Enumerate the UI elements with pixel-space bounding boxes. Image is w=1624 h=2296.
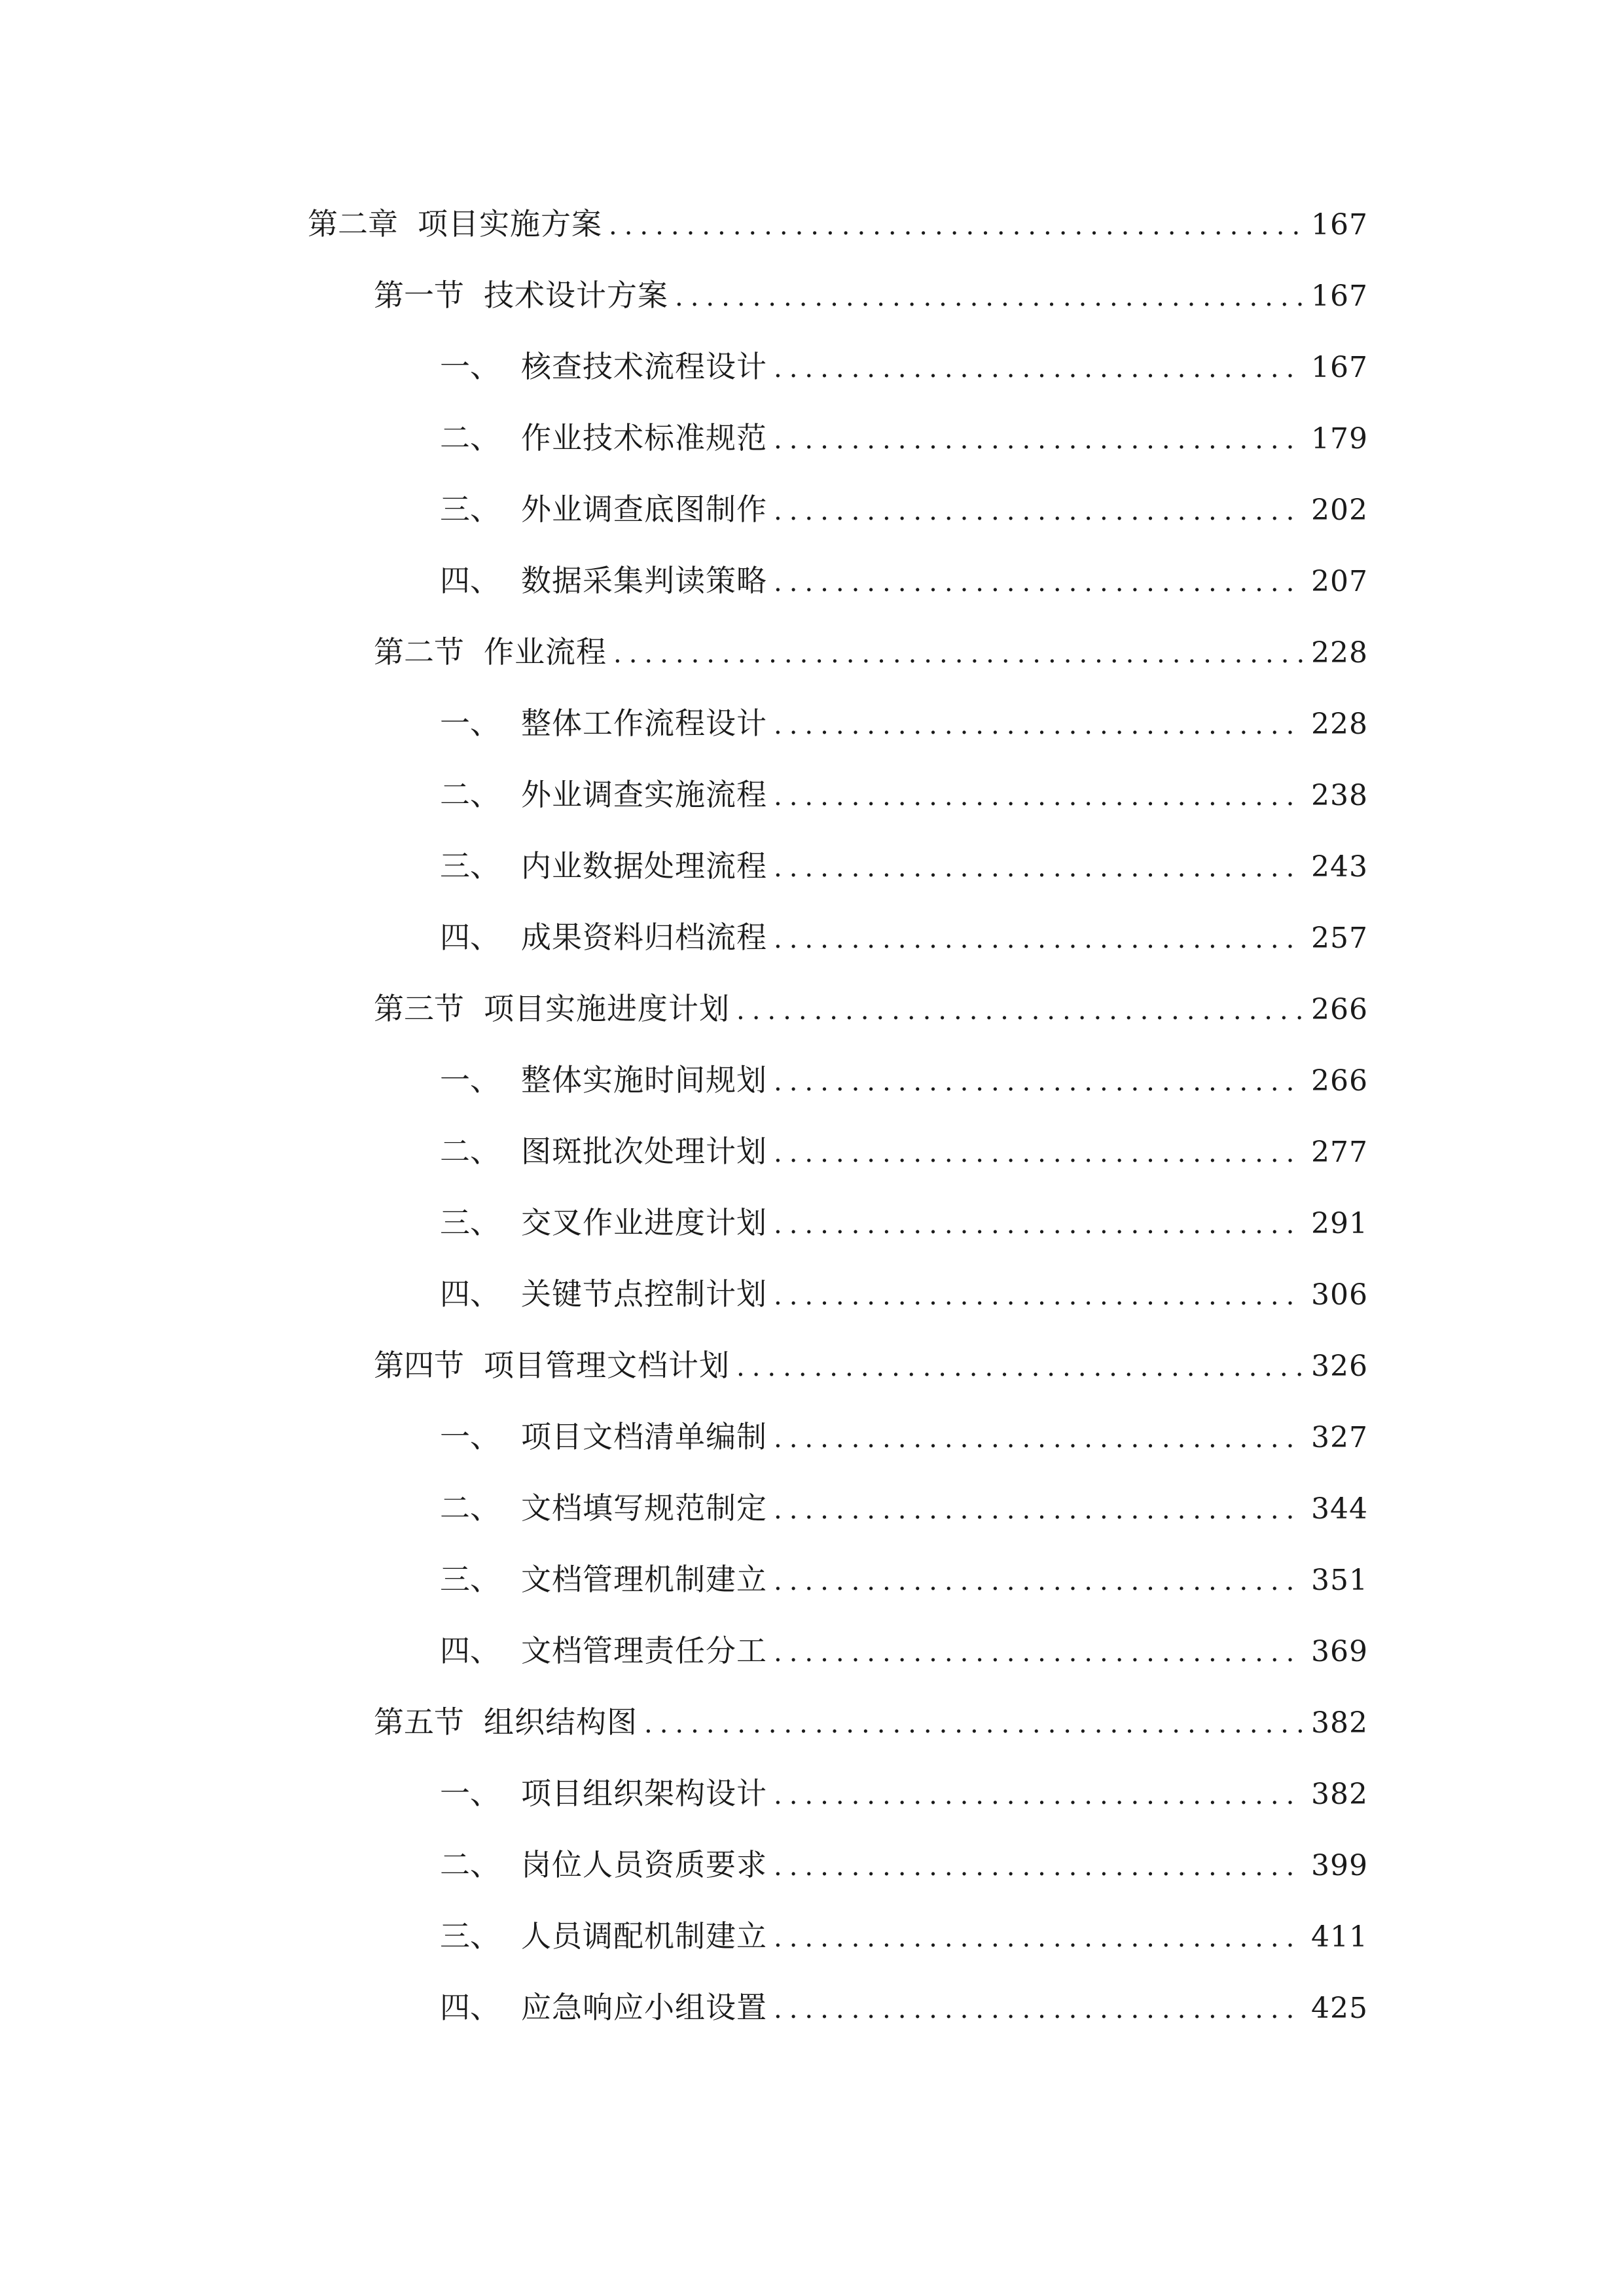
toc-dot-leader <box>774 1546 1303 1617</box>
toc-entry-page-number: 382 <box>1311 1778 1368 1811</box>
toc-entry-title: 关键节点控制计划 <box>521 1276 767 1312</box>
toc-chapter-entry[interactable] <box>0 188 1368 260</box>
toc-subsection-entry[interactable] <box>0 1758 1368 1829</box>
toc-dot-leader <box>774 1047 1303 1118</box>
toc-subsection-entry[interactable] <box>0 474 1368 545</box>
toc-dot-leader <box>774 761 1303 833</box>
toc-entry-title: 成果资料归档流程 <box>521 920 767 955</box>
toc-entry-title: 项目实施进度计划 <box>484 991 730 1026</box>
toc-entry-number: 第二节 <box>374 634 464 670</box>
toc-dot-leader <box>613 619 1303 690</box>
toc-entry-number: 第二章 <box>308 206 398 242</box>
toc-entry-number: 二、 <box>440 777 500 812</box>
toc-entry-number: 三、 <box>440 1562 500 1597</box>
toc-entry-title: 核查技术流程设计 <box>521 349 767 384</box>
toc-entry-page-number: 202 <box>1311 493 1368 527</box>
toc-subsection-entry[interactable] <box>0 1473 1368 1544</box>
toc-dot-leader <box>774 1831 1303 1903</box>
toc-dot-leader <box>774 1760 1303 1831</box>
toc-entry-number: 三、 <box>440 492 500 527</box>
toc-entry-number: 三、 <box>440 1205 500 1240</box>
toc-entry-number: 一、 <box>440 349 500 384</box>
toc-entry-page-number: 228 <box>1311 636 1368 670</box>
toc-subsection-entry[interactable] <box>0 1259 1368 1330</box>
toc-dot-leader <box>609 190 1303 262</box>
toc-entry-number: 第五节 <box>374 1704 464 1740</box>
toc-entry-page-number: 179 <box>1311 422 1368 456</box>
toc-entry-number: 二、 <box>440 1134 500 1169</box>
toc-dot-leader <box>774 690 1303 761</box>
toc-entry-page-number: 399 <box>1311 1849 1368 1882</box>
toc-entry-title: 文档管理责任分工 <box>521 1633 767 1668</box>
toc-entry-title: 图斑批次处理计划 <box>521 1134 767 1169</box>
toc-dot-leader <box>774 1974 1303 2045</box>
toc-entry-number: 第四节 <box>374 1348 464 1383</box>
toc-subsection-entry[interactable] <box>0 1116 1368 1187</box>
toc-entry-number: 三、 <box>440 1918 500 1954</box>
toc-dot-leader <box>644 1689 1303 1760</box>
toc-entry-number: 第一节 <box>374 278 464 313</box>
toc-dot-leader <box>736 1332 1303 1403</box>
toc-subsection-entry[interactable] <box>0 831 1368 902</box>
toc-entry-page-number: 167 <box>1311 208 1368 242</box>
toc-subsection-entry[interactable] <box>0 759 1368 831</box>
toc-entry-title: 应急响应小组设置 <box>521 1990 767 2025</box>
toc-entry-number: 四、 <box>440 920 500 955</box>
toc-dot-leader <box>774 904 1303 975</box>
toc-entry-number: 四、 <box>440 1990 500 2025</box>
toc-entry-title: 数据采集判读策略 <box>521 563 767 598</box>
toc-dot-leader <box>774 1617 1303 1689</box>
toc-entry-page-number: 344 <box>1311 1492 1368 1526</box>
toc-entry-number: 一、 <box>440 1419 500 1454</box>
toc-entry-page-number: 207 <box>1311 565 1368 598</box>
toc-entry-number: 一、 <box>440 1776 500 1811</box>
toc-entry-title: 组织结构图 <box>484 1704 638 1740</box>
toc-subsection-entry[interactable] <box>0 902 1368 973</box>
toc-entry-page-number: 167 <box>1311 279 1368 313</box>
toc-entry-title: 外业调查底图制作 <box>521 492 767 527</box>
toc-dot-leader <box>774 1475 1303 1546</box>
toc-dot-leader <box>774 1403 1303 1475</box>
toc-dot-leader <box>774 404 1303 476</box>
toc-section-entry[interactable] <box>0 617 1368 688</box>
toc-entry-title: 文档管理机制建立 <box>521 1562 767 1597</box>
table-of-contents <box>0 188 1624 2043</box>
toc-entry-title: 外业调查实施流程 <box>521 777 767 812</box>
toc-entry-page-number: 306 <box>1311 1278 1368 1312</box>
toc-subsection-entry[interactable] <box>0 331 1368 403</box>
toc-entry-title: 人员调配机制建立 <box>521 1918 767 1954</box>
toc-entry-number: 第三节 <box>374 991 464 1026</box>
toc-dot-leader <box>675 262 1303 333</box>
toc-entry-number: 二、 <box>440 1490 500 1526</box>
toc-dot-leader <box>774 833 1303 904</box>
toc-entry-title: 作业技术标准规范 <box>521 420 767 456</box>
toc-entry-number: 二、 <box>440 420 500 456</box>
toc-entry-number: 一、 <box>440 706 500 741</box>
toc-subsection-entry[interactable] <box>0 1972 1368 2043</box>
toc-entry-title: 项目实施方案 <box>418 206 602 242</box>
toc-section-entry[interactable] <box>0 260 1368 331</box>
toc-subsection-entry[interactable] <box>0 1901 1368 1972</box>
toc-entry-number: 四、 <box>440 1633 500 1668</box>
toc-subsection-entry[interactable] <box>0 1401 1368 1473</box>
toc-entry-title: 内业数据处理流程 <box>521 848 767 884</box>
toc-dot-leader <box>774 1261 1303 1332</box>
toc-dot-leader <box>736 975 1303 1047</box>
toc-entry-page-number: 411 <box>1311 1920 1368 1954</box>
toc-section-entry[interactable] <box>0 973 1368 1045</box>
toc-section-entry[interactable] <box>0 1687 1368 1758</box>
toc-entry-page-number: 351 <box>1311 1564 1368 1597</box>
toc-dot-leader <box>774 476 1303 547</box>
toc-entry-number: 一、 <box>440 1062 500 1098</box>
toc-dot-leader <box>774 1189 1303 1261</box>
toc-entry-title: 整体实施时间规划 <box>521 1062 767 1098</box>
toc-entry-title: 项目文档清单编制 <box>521 1419 767 1454</box>
toc-subsection-entry[interactable] <box>0 545 1368 617</box>
toc-entry-page-number: 425 <box>1311 1992 1368 2025</box>
toc-entry-page-number: 257 <box>1311 922 1368 955</box>
toc-entry-number: 四、 <box>440 563 500 598</box>
toc-entry-page-number: 277 <box>1311 1136 1368 1169</box>
toc-entry-title: 文档填写规范制定 <box>521 1490 767 1526</box>
toc-entry-title: 项目组织架构设计 <box>521 1776 767 1811</box>
toc-dot-leader <box>774 333 1303 404</box>
toc-subsection-entry[interactable] <box>0 1544 1368 1615</box>
toc-entry-page-number: 167 <box>1311 351 1368 384</box>
toc-subsection-entry[interactable] <box>0 1829 1368 1901</box>
toc-entry-page-number: 326 <box>1311 1350 1368 1383</box>
toc-dot-leader <box>774 547 1303 619</box>
toc-subsection-entry[interactable] <box>0 688 1368 759</box>
toc-entry-page-number: 369 <box>1311 1635 1368 1668</box>
toc-subsection-entry[interactable] <box>0 1615 1368 1687</box>
toc-entry-number: 三、 <box>440 848 500 884</box>
toc-dot-leader <box>774 1903 1303 1974</box>
toc-entry-title: 项目管理文档计划 <box>484 1348 730 1383</box>
toc-subsection-entry[interactable] <box>0 1187 1368 1259</box>
toc-entry-title: 岗位人员资质要求 <box>521 1847 767 1882</box>
toc-dot-leader <box>774 1118 1303 1189</box>
toc-section-entry[interactable] <box>0 1330 1368 1401</box>
toc-entry-page-number: 238 <box>1311 779 1368 812</box>
toc-entry-page-number: 266 <box>1311 1064 1368 1098</box>
toc-subsection-entry[interactable] <box>0 1045 1368 1116</box>
toc-entry-title: 作业流程 <box>484 634 607 670</box>
toc-entry-number: 四、 <box>440 1276 500 1312</box>
toc-entry-page-number: 266 <box>1311 993 1368 1026</box>
toc-entry-title: 整体工作流程设计 <box>521 706 767 741</box>
toc-entry-number: 二、 <box>440 1847 500 1882</box>
toc-entry-page-number: 327 <box>1311 1421 1368 1454</box>
toc-entry-page-number: 228 <box>1311 708 1368 741</box>
toc-entry-title: 技术设计方案 <box>484 278 668 313</box>
toc-entry-title: 交叉作业进度计划 <box>521 1205 767 1240</box>
toc-entry-page-number: 291 <box>1311 1207 1368 1240</box>
toc-entry-page-number: 382 <box>1311 1706 1368 1740</box>
toc-entry-page-number: 243 <box>1311 850 1368 884</box>
toc-subsection-entry[interactable] <box>0 403 1368 474</box>
